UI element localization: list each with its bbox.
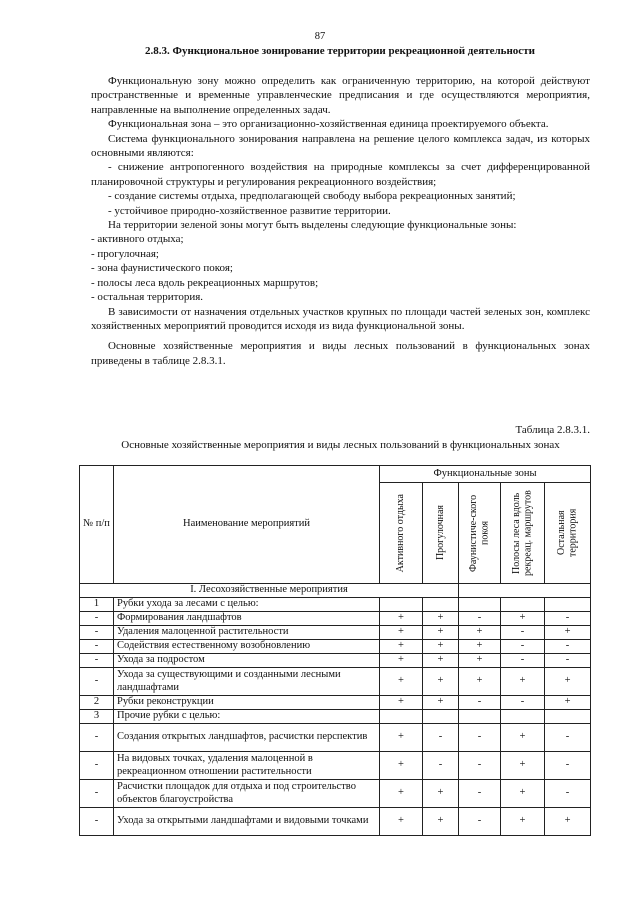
zone-mark: - (423, 752, 459, 780)
paragraph: - активного отдыха; (91, 233, 184, 246)
measure-name: Ухода за подростом (114, 654, 380, 668)
table-row (80, 640, 591, 654)
header-num: № п/п (80, 466, 114, 584)
zone-mark: - (545, 612, 591, 626)
zone-mark: - (459, 752, 501, 780)
zone-mark (501, 710, 545, 724)
zone-mark: - (501, 640, 545, 654)
zone-mark: + (501, 612, 545, 626)
measure-name: Рубки ухода за лесами с целью: (114, 598, 380, 612)
zone-mark: + (545, 808, 591, 836)
zone-mark: + (545, 696, 591, 710)
zone-mark: - (459, 808, 501, 836)
body-text (91, 74, 590, 368)
zone-mark: + (380, 654, 423, 668)
table-row (80, 626, 591, 640)
measure-name: На видовых точках, удаления малоценной в рекреационном отношении растительности (114, 752, 380, 780)
page-number: 87 (314, 31, 326, 42)
table-row (80, 780, 591, 808)
zone-mark: + (380, 724, 423, 752)
row-number: - (80, 654, 114, 668)
zone-mark: + (423, 696, 459, 710)
row-number: - (80, 626, 114, 640)
row-number: - (80, 612, 114, 626)
zone-mark: + (423, 640, 459, 654)
measures-table (79, 465, 591, 836)
zone-mark: - (545, 640, 591, 654)
zone-mark: + (459, 626, 501, 640)
paragraph: - зона фаунистического покоя; (91, 262, 233, 275)
row-number: 1 (80, 598, 114, 612)
zone-mark: + (380, 626, 423, 640)
paragraph: - снижение антропогенного воздействия на природные комплексы за счет дифференцированной планировочной структуры и регулирования рекреационного воздействия; (91, 161, 590, 188)
table-row (80, 668, 591, 696)
row-number: - (80, 640, 114, 654)
zone-mark (423, 710, 459, 724)
zone-mark: + (423, 808, 459, 836)
zone-mark: + (501, 808, 545, 836)
zone-mark: + (380, 640, 423, 654)
zone-header-strips: Полосы леса вдоль рекреац. маршрутов (501, 483, 545, 584)
measure-name: Прочие рубки с целью: (114, 710, 380, 724)
zone-mark: + (380, 668, 423, 696)
zone-mark: + (380, 612, 423, 626)
header-name: Наименование мероприятий (114, 466, 380, 584)
zone-mark: - (545, 780, 591, 808)
zone-mark: + (380, 808, 423, 836)
zone-mark: + (501, 780, 545, 808)
table-row (80, 808, 591, 836)
zone-mark: - (501, 696, 545, 710)
zone-mark: - (545, 654, 591, 668)
zone-mark: + (545, 626, 591, 640)
zone-mark: + (380, 780, 423, 808)
measure-name: Формирования ландшафтов (114, 612, 380, 626)
zone-mark (501, 598, 545, 612)
zone-mark: + (501, 668, 545, 696)
zone-mark: - (423, 724, 459, 752)
paragraph: На территории зеленой зоны могут быть выделены следующие функциональные зоны: (108, 219, 517, 232)
header-zones: Функциональные зоны (380, 466, 591, 483)
zone-mark: - (545, 752, 591, 780)
row-number: - (80, 752, 114, 780)
paragraph: Функциональную зону можно определить как ограниченную территорию, на которой действуют пространственные и временные управленческие предписания и где осуществляются мероприятия, направленные на выполнение определенных задач. (91, 75, 590, 116)
table-row (80, 696, 591, 710)
table-row (80, 724, 591, 752)
zone-mark: + (501, 724, 545, 752)
row-number: 2 (80, 696, 114, 710)
zone-mark: - (545, 724, 591, 752)
zone-mark: - (459, 780, 501, 808)
table-row (80, 710, 591, 724)
zone-mark (545, 710, 591, 724)
zone-header-fauna: Фаунистиче-ского покоя (459, 483, 501, 584)
paragraph: - полосы леса вдоль рекреационных маршрутов; (91, 276, 319, 289)
zone-mark (459, 598, 501, 612)
zone-header-walking: Прогулочная (423, 483, 459, 584)
paragraph: Система функционального зонирования направлена на решение целого комплекса задач, из которых основными являются: (91, 132, 590, 160)
paragraph: В зависимости от назначения отдельных участков крупных по площади частей зеленых зон, комплекс хозяйственных мероприятий проводится исходя из вида функциональной зоны. (91, 305, 590, 332)
measure-name: Удаления малоценной растительности (114, 626, 380, 640)
zone-mark: + (423, 612, 459, 626)
measure-name: Создания открытых ландшафтов, расчистки перспектив (114, 724, 380, 752)
table-row (80, 654, 591, 668)
zone-mark: + (423, 780, 459, 808)
zone-mark: - (501, 654, 545, 668)
paragraph: - прогулочная; (91, 247, 159, 260)
zone-mark (459, 710, 501, 724)
zone-mark: + (423, 626, 459, 640)
measure-name: Ухода за существующими и созданными лесными ландшафтами (114, 668, 380, 696)
measure-name: Рубки реконструкции (114, 696, 380, 710)
paragraph: - создание системы отдыха, предполагающей свободу выбора рекреационных занятий; (108, 190, 516, 203)
zone-mark: - (459, 612, 501, 626)
row-number: 3 (80, 710, 114, 724)
zone-mark: + (545, 668, 591, 696)
zone-mark: - (459, 696, 501, 710)
table-row (80, 752, 591, 780)
zone-mark: + (423, 668, 459, 696)
section-row-spacer (459, 584, 591, 598)
zone-mark: + (459, 640, 501, 654)
zone-mark: + (380, 696, 423, 710)
zone-mark: + (459, 654, 501, 668)
measure-name: Расчистки площадок для отдыха и под строительство объектов благоустройства (114, 780, 380, 808)
measure-name: Ухода за открытыми ландшафтами и видовыми точками (114, 808, 380, 836)
zone-mark (423, 598, 459, 612)
zone-mark (380, 710, 423, 724)
row-number: - (80, 724, 114, 752)
section-title: 2.8.3. Функциональное зонирование территории рекреационной деятельности (145, 45, 535, 57)
table-row (80, 612, 591, 626)
table-row (80, 598, 591, 612)
zone-mark: - (501, 626, 545, 640)
zone-header-active: Активного отдыха (380, 483, 423, 584)
paragraph: Функциональная зона – это организационно-хозяйственная единица проектируемого объекта. (108, 118, 549, 131)
zone-mark: + (501, 752, 545, 780)
table-title: Основные хозяйственные мероприятия и виды лесных пользований в функциональных зонах (121, 439, 560, 451)
zone-mark (545, 598, 591, 612)
paragraph: - остальная территория. (91, 291, 204, 304)
paragraph: - устойчивое природно-хозяйственное развитие территории. (108, 204, 391, 217)
measure-name: Содействия естественному возобновлению (114, 640, 380, 654)
zone-mark: + (459, 668, 501, 696)
row-number: - (80, 808, 114, 836)
zone-mark: + (380, 752, 423, 780)
row-number: - (80, 780, 114, 808)
zone-mark (380, 598, 423, 612)
table-number: Таблица 2.8.3.1. (515, 424, 590, 436)
zone-header-other: Остальная территория (545, 483, 591, 584)
zone-mark: - (459, 724, 501, 752)
paragraph: Основные хозяйственные мероприятия и виды лесных пользований в функциональных зонах приведены в таблице 2.8.3.1. (91, 340, 590, 367)
row-number: - (80, 668, 114, 696)
section-row-label: I. Лесохозяйственные мероприятия (80, 584, 459, 598)
zone-mark: + (423, 654, 459, 668)
